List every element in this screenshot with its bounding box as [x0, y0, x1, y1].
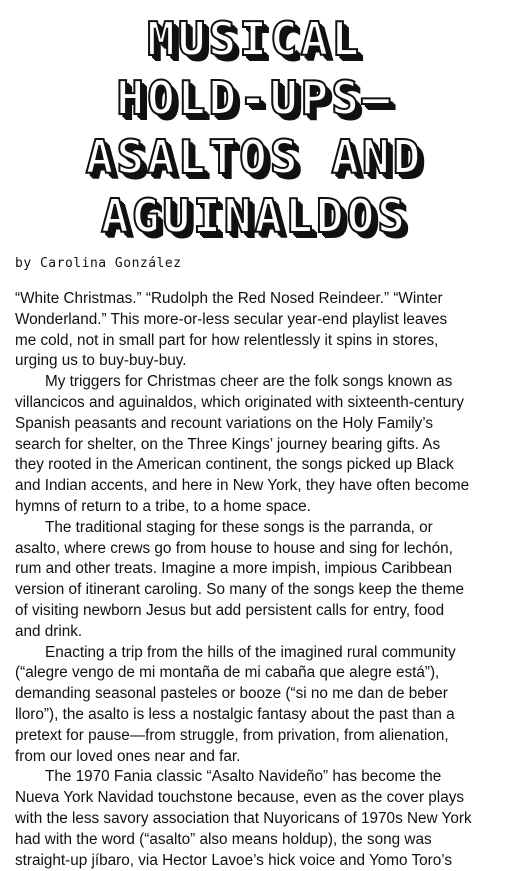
- text-line: Nueva York Navidad touchstone because, even as the cover plays: [15, 789, 464, 807]
- text-line: Wonderland.” This more-or-less secular year-end playlist leaves: [15, 310, 448, 328]
- text-line: straight-up jíbaro, via Hector Lavoe’s hick voice and Yomo Toro’s: [15, 851, 453, 869]
- text-line: pretext for pause—from struggle, from privation, from alienation,: [15, 726, 449, 744]
- text-line: they rooted in the American continent, the songs picked up Black: [15, 456, 454, 474]
- article-title: [0, 10, 509, 246]
- title-line: AGUINALDOS: [101, 189, 408, 243]
- text-line: Spanish peasants and recount variations on the Holy Family’s: [15, 414, 434, 432]
- text-line: villancicos and aguinaldos, which originated with sixteenth-century: [15, 393, 464, 411]
- text-line: My triggers for Christmas cheer are the folk songs known as: [45, 373, 453, 391]
- text-line: rum and other treats. Imagine a more impish, impious Caribbean: [15, 560, 453, 578]
- title-line: HOLD-UPS—: [116, 71, 393, 125]
- paragraph: [15, 372, 505, 518]
- text-line: and Indian accents, and here in New York, they have often become: [15, 477, 470, 495]
- paragraph: [15, 289, 505, 372]
- byline: by Carolina González: [15, 256, 182, 271]
- text-line: Enacting a trip from the hills of the imagined rural community: [45, 643, 456, 661]
- text-line: (“alegre vengo de mi montaña de mi cabaña que alegre está”),: [15, 664, 440, 682]
- text-line: me cold, not in small part for how relentlessly it spins in stores,: [15, 331, 439, 349]
- text-line: The 1970 Fania classic “Asalto Navideño” has become the: [45, 768, 442, 786]
- text-line: demanding seasonal pasteles or booze (“si no me dan de beber: [15, 685, 448, 703]
- text-line: had with the word (“asalto” also means holdup), the song was: [15, 830, 432, 848]
- title-line: ASALTOS AND: [85, 130, 424, 184]
- text-line: of visiting newborn Jesus but add persistent calls for entry, food: [15, 601, 445, 619]
- text-line: version of itinerant caroling. So many of the songs keep the theme: [15, 581, 464, 599]
- paragraph: [15, 767, 505, 871]
- text-line: search for shelter, on the Three Kings’ journey bearing gifts. As: [15, 435, 441, 453]
- text-line: asalto, where crews go from house to house and sing for lechón,: [15, 539, 453, 557]
- article-body: [15, 289, 505, 871]
- text-line: The traditional staging for these songs is the parranda, or: [45, 518, 433, 536]
- paragraph: [15, 518, 505, 643]
- paragraph: [15, 643, 505, 768]
- text-line: lloro”), the asalto is less a nostalgic fantasy about the past than a: [15, 705, 455, 723]
- text-line: with the less savory association that Nuyoricans of 1970s New York: [15, 809, 472, 827]
- text-line: “White Christmas.” “Rudolph the Red Nosed Reindeer.” “Winter: [15, 290, 443, 307]
- title-line: MUSICAL: [147, 12, 362, 66]
- text-line: hymns of return to a tribe, to a home space.: [15, 497, 311, 515]
- text-line: and drink.: [15, 622, 83, 640]
- text-line: urging us to buy-buy-buy.: [15, 352, 187, 370]
- text-line: from our loved ones near and far.: [15, 747, 241, 765]
